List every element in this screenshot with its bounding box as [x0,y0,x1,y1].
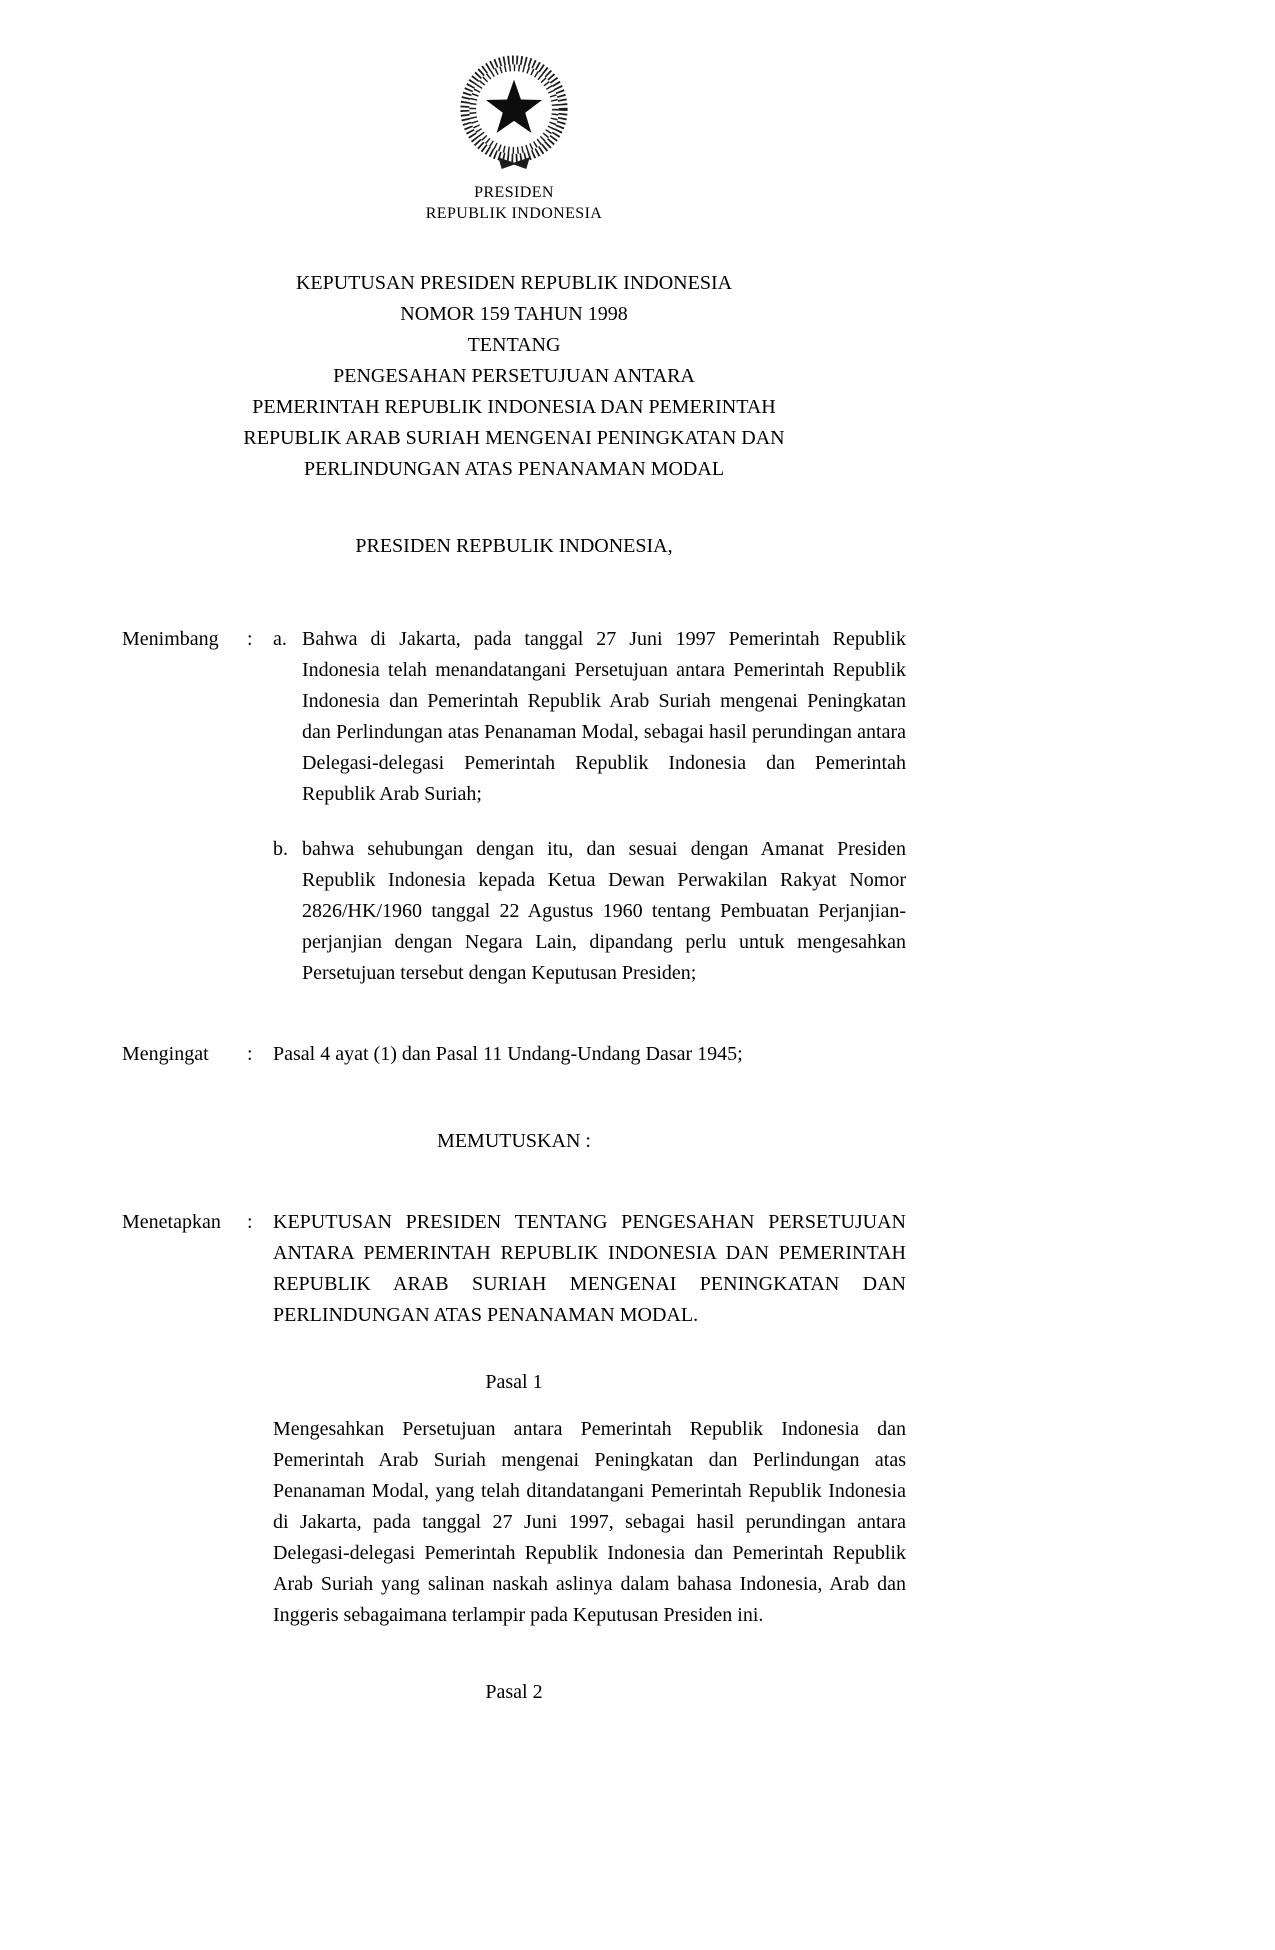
pasal-1-body: Mengesahkan Persetujuan antara Pemerintah Republik Indonesia dan Pemerintah Arab Suriah mengenai Peningkatan dan Perlindungan atas Penanaman Modal, yang telah ditandatangani Pemerintah Republik Indonesia di Jakarta, pada tanggal 27 Juni 1997, sebagai hasil perundingan antara Delegasi-delegasi Pemerintah Republik Indonesia dan Pemerintah Republik Arab Suriah yang salinan naskah aslinya dalam bahasa Indonesia, Arab dan Inggeris sebagaimana terlampir pada Keputusan Presiden ini. [273,1418,906,1626]
section-mengingat [122,1039,906,1070]
menetapkan-colon: : [247,1211,253,1233]
mengingat-text: Pasal 4 ayat (1) dan Pasal 11 Undang-Undang Dasar 1945; [273,1043,743,1065]
menimbang-label: Menimbang [122,628,219,650]
menetapkan-text: KEPUTUSAN PRESIDEN TENTANG PENGESAHAN PERSETUJUAN ANTARA PEMERINTAH REPUBLIK INDONESIA DAN PEMERINTAH REPUBLIK ARAB SURIAH MENGENAI PENINGKATAN DAN PERLINDUNGAN ATAS PENANAMAN MODAL. [273,1211,906,1326]
pasal-2-heading: Pasal 2 [485,1681,543,1703]
mengingat-label: Mengingat [122,1043,209,1065]
title-line-6: REPUBLIK ARAB SURIAH MENGENAI PENINGKATAN DAN [243,427,785,449]
menimbang-item-b [273,834,906,989]
title-line-5: PEMERINTAH REPUBLIK INDONESIA DAN PEMERINTAH [252,396,776,418]
menimbang-colon: : [247,628,253,650]
menimbang-body [273,624,906,989]
title-line-4: PENGESAHAN PERSETUJUAN ANTARA [333,365,695,387]
letterhead-republik-indonesia: REPUBLIK INDONESIA [425,205,603,222]
menimbang-item-b-marker: b. [273,838,288,860]
pasal-1-heading: Pasal 1 [485,1371,543,1393]
document-title-block [122,268,906,485]
menimbang-item-a-marker: a. [273,628,287,650]
letterhead [122,182,906,224]
letterhead-presiden: PRESIDEN [474,184,554,201]
title-line-7: PERLINDUNGAN ATAS PENANAMAN MODAL [303,458,725,480]
title-line-1: KEPUTUSAN PRESIDEN REPUBLIK INDONESIA [295,272,733,294]
section-menetapkan [122,1207,906,1331]
mengingat-colon: : [247,1043,253,1065]
presidential-seal-icon [455,52,573,174]
memutuskan-heading: MEMUTUSKAN : [437,1130,591,1152]
salutation: PRESIDEN REPBULIK INDONESIA, [355,535,673,557]
menimbang-item-a [273,624,906,810]
title-line-3: TENTANG [467,334,561,356]
section-menimbang [122,624,906,989]
menimbang-item-b-text: bahwa sehubungan dengan itu, dan sesuai dengan Amanat Presiden Republik Indonesia kepada Ketua Dewan Perwakilan Rakyat Nomor 2826/HK/1960 tanggal 22 Agustus 1960 tentang Pembuatan Perjanjian-perjanjian dengan Negara Lain, dipandang perlu untuk mengesahkan Persetujuan tersebut dengan Keputusan Presiden; [302,838,906,984]
title-line-2: NOMOR 159 TAHUN 1998 [400,303,628,325]
seal-container [122,52,906,174]
menimbang-item-a-text: Bahwa di Jakarta, pada tanggal 27 Juni 1997 Pemerintah Republik Indonesia telah menandatangani Persetujuan antara Pemerintah Republik Indonesia dan Pemerintah Republik Arab Suriah mengenai Peningkatan dan Perlindungan atas Penanaman Modal, sebagai hasil perundingan antara Delegasi-delegasi Pemerintah Republik Indonesia dan Pemerintah Republik Arab Suriah; [302,628,906,805]
document-content [122,0,906,1708]
menetapkan-label: Menetapkan [122,1211,221,1233]
